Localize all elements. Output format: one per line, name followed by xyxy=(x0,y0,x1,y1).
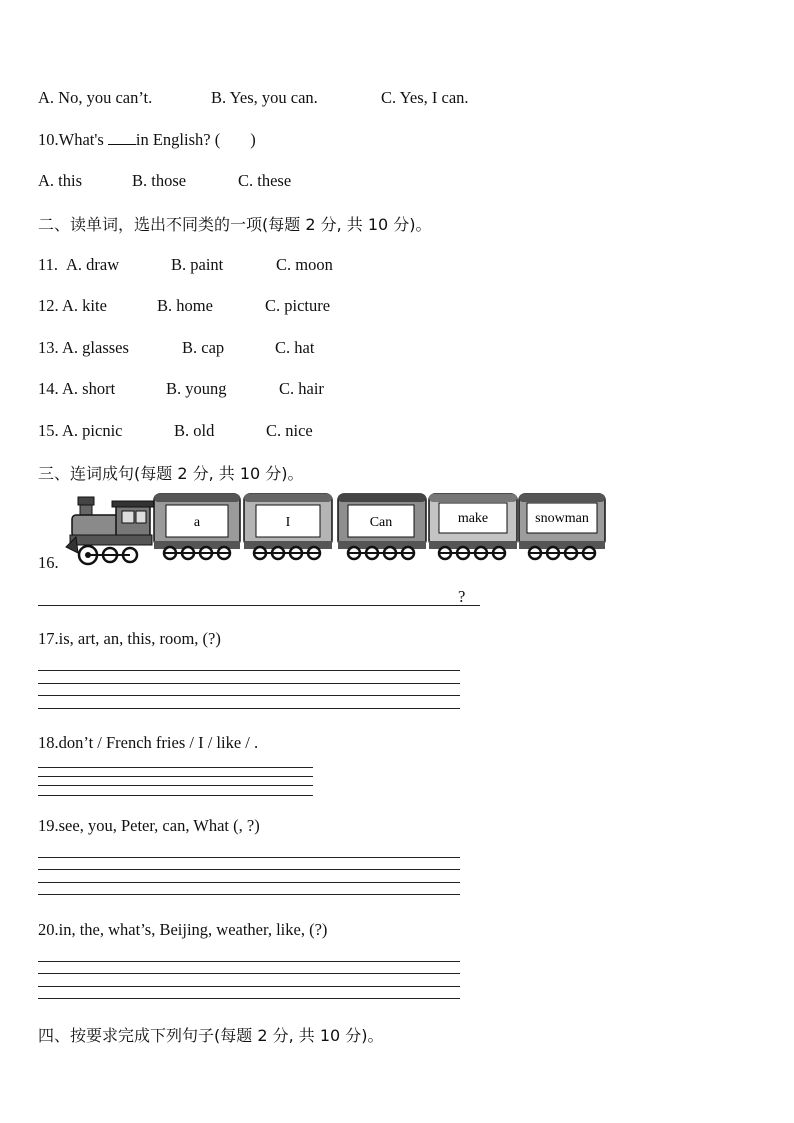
q11-option-b: B. paint xyxy=(171,255,224,274)
q20-answer-line-2[interactable] xyxy=(38,973,460,974)
train-word-4: make xyxy=(457,511,489,526)
q14-option-c: C. hair xyxy=(279,379,324,398)
section-3-title: 三、连词成句(每题 2 分, 共 10 分)。 xyxy=(38,464,304,483)
q14-option-b: B. young xyxy=(166,379,227,398)
q11-number: 11. xyxy=(38,255,59,274)
train-word-2: I xyxy=(285,515,291,530)
q15-option-b: B. old xyxy=(174,421,215,440)
q10-close-paren: ) xyxy=(250,130,256,149)
train-car-2 xyxy=(244,494,332,559)
q17-answer-line-3[interactable] xyxy=(38,695,460,696)
q10-option-b: B. those xyxy=(132,171,187,190)
q18-answer-line-3[interactable] xyxy=(38,785,313,786)
q13-number: 13. xyxy=(38,338,59,357)
q18-answer-line-2[interactable] xyxy=(38,776,313,777)
q10-option-c: C. these xyxy=(238,171,292,190)
train-car-3 xyxy=(338,494,426,559)
q18-prompt: 18.don’t / French fries / I / like / . xyxy=(38,733,259,752)
q13-option-a: A. glasses xyxy=(62,338,129,357)
q10-blank xyxy=(108,130,136,145)
locomotive-icon xyxy=(66,497,154,564)
q12-option-a: A. kite xyxy=(62,296,107,315)
q17-answer-line-4[interactable] xyxy=(38,708,460,709)
q11-option-c: C. moon xyxy=(276,255,333,274)
q9-option-c: C. Yes, I can. xyxy=(381,88,469,107)
train-illustration xyxy=(64,491,609,569)
train-car-1 xyxy=(154,494,240,559)
q19-answer-line-1[interactable] xyxy=(38,857,460,858)
q12-number: 12. xyxy=(38,296,59,315)
q16-question-mark: ? xyxy=(458,587,466,606)
q20-answer-line-1[interactable] xyxy=(38,961,460,962)
q18-answer-line-4[interactable] xyxy=(38,795,313,796)
q10-option-a: A. this xyxy=(38,171,83,190)
q12-option-b: B. home xyxy=(157,296,213,315)
q13-option-b: B. cap xyxy=(182,338,225,357)
q13-option-c: C. hat xyxy=(275,338,315,357)
q9-option-a: A. No, you can’t. xyxy=(38,88,153,107)
q15-option-a: A. picnic xyxy=(62,421,123,440)
q20-answer-line-3[interactable] xyxy=(38,986,460,987)
q10-prefix: 10.What's xyxy=(38,130,108,149)
q17-answer-line-2[interactable] xyxy=(38,683,460,684)
q19-answer-line-2[interactable] xyxy=(38,869,460,870)
q16-answer-line[interactable] xyxy=(38,605,480,606)
q14-number: 14. xyxy=(38,379,59,398)
q12-option-c: C. picture xyxy=(265,296,331,315)
q17-prompt: 17.is, art, an, this, room, (?) xyxy=(38,629,221,648)
q17-answer-line-1[interactable] xyxy=(38,670,460,671)
train-word-1: a xyxy=(193,515,201,530)
q15-option-c: C. nice xyxy=(266,421,313,440)
q19-answer-line-3[interactable] xyxy=(38,882,460,883)
train-word-5: snowman xyxy=(535,511,589,526)
q10-suffix: in English? ( xyxy=(135,130,221,149)
train-car-4 xyxy=(429,494,517,559)
train-word-3: Can xyxy=(369,515,393,530)
q19-prompt: 19.see, you, Peter, can, What (, ?) xyxy=(38,816,260,835)
q10-question xyxy=(38,130,256,150)
section-2-title: 二、读单词，选出不同类的一项(每题 2 分, 共 10 分)。 xyxy=(38,215,432,234)
q15-number: 15. xyxy=(38,421,59,440)
q18-answer-line-1[interactable] xyxy=(38,767,313,768)
q11-option-a: A. draw xyxy=(66,255,120,274)
q16-number: 16. xyxy=(38,553,59,572)
q20-prompt: 20.in, the, what’s, Beijing, weather, like, (?) xyxy=(38,920,328,939)
train-car-5 xyxy=(519,494,605,559)
q9-option-b: B. Yes, you can. xyxy=(211,88,318,107)
q14-option-a: A. short xyxy=(62,379,116,398)
section-4-title: 四、按要求完成下列句子(每题 2 分, 共 10 分)。 xyxy=(38,1026,384,1045)
q19-answer-line-4[interactable] xyxy=(38,894,460,895)
q20-answer-line-4[interactable] xyxy=(38,998,460,999)
